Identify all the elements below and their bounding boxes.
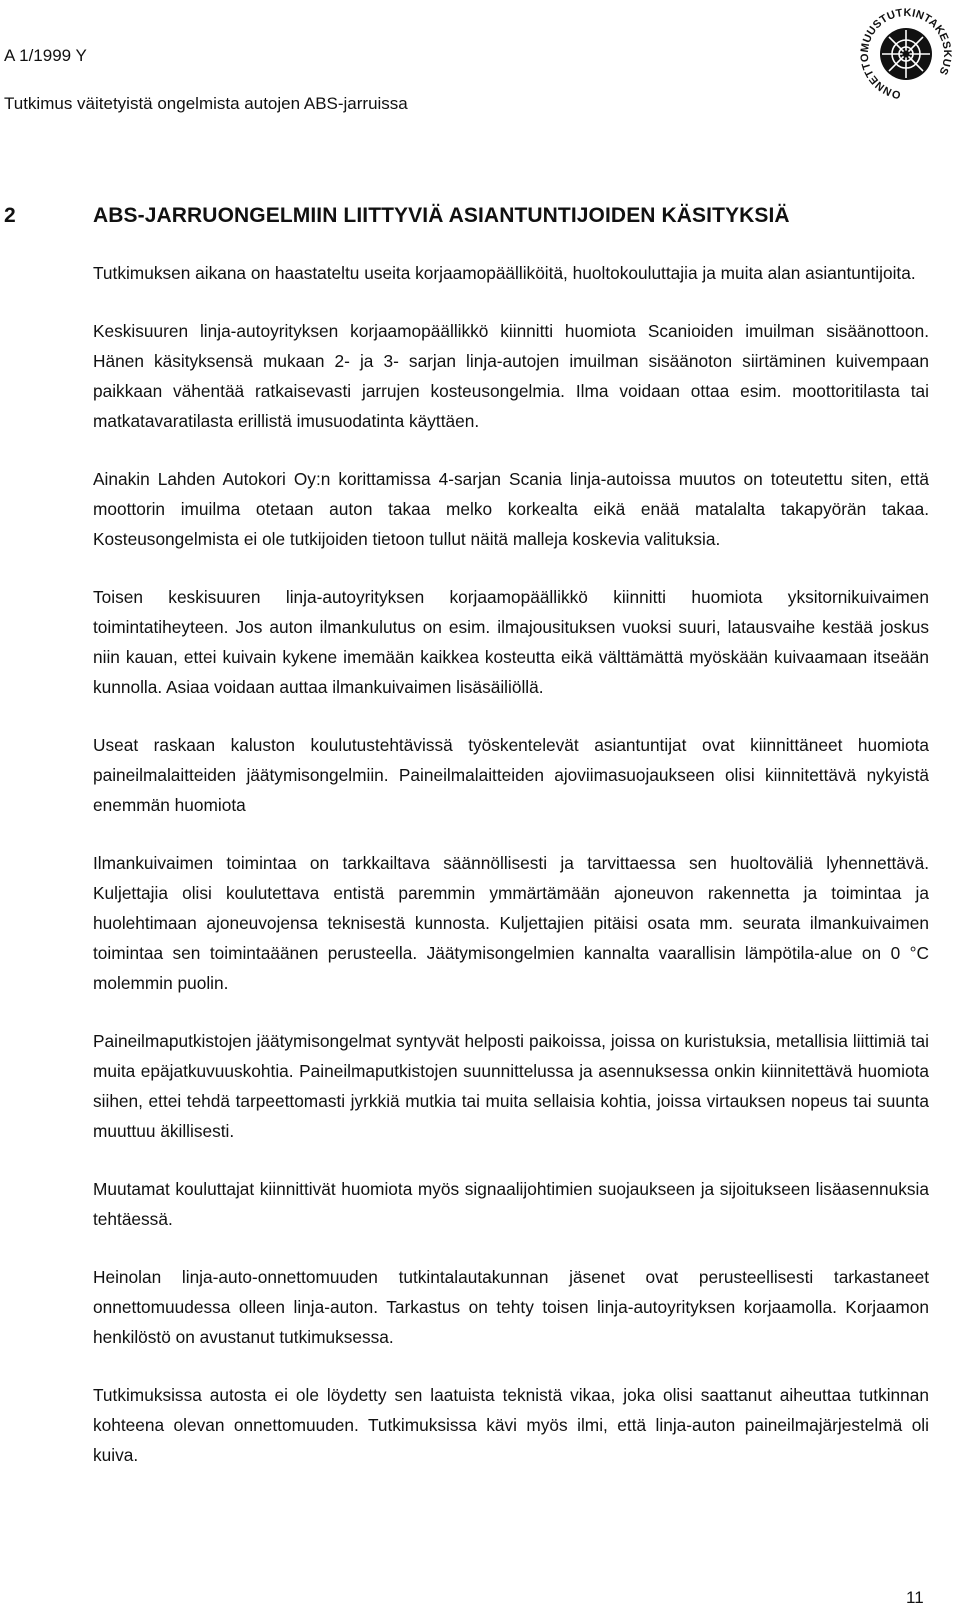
paragraph: Heinolan linja-auto-onnettomuuden tutkintalautakunnan jäsenet ovat perusteellisesti tarkastaneet onnettomuudessa olleen linja-auton. Tarkastus on tehty toisen linja-autoyrityksen korjaamolla. Korjaamon henkilöstö on avustanut tutkimuksessa. <box>93 1267 929 1347</box>
paragraph: Useat raskaan kaluston koulutustehtävissä työskentelevät asiantuntijat ovat kiinnittäneet huomiota paineilmalaitteiden jäätymisongelmiin. Paineilmalaitteiden ajoviimasuojaukseen olisi kiinnitettävä nykyistä enemmän huomiota <box>93 735 929 815</box>
document-subtitle: Tutkimus väitetyistä ongelmista autojen ABS-jarruissa <box>4 94 408 113</box>
accident-investigation-board-logo <box>852 0 960 104</box>
paragraph: Toisen keskisuuren linja-autoyrityksen korjaamopäällikkö kiinnitti huomiota yksitornikuivaimen toimintatiheyteen. Jos auton ilmankulutus on esim. ilmajousituksen vuoksi suuri, latausvaihe kestää joskus niin kauan, ettei kuivain kykene imemään kaikkea kosteutta eikä välttämättä myöskään kuivaamaan itseään kunnolla. Asiaa voidaan auttaa ilmankuivaimen lisäsäiliöllä. <box>93 587 929 697</box>
paragraph: Tutkimuksen aikana on haastateltu useita korjaamopäälliköitä, huoltokouluttajia ja muita alan asiantuntijoita. <box>93 263 916 283</box>
paragraph: Paineilmaputkistojen jäätymisongelmat syntyvät helposti paikoissa, joissa on kuristuksia, metallisia liittimiä tai muita epäjatkuvuuskohtia. Paineilmaputkistojen suunnittelussa ja asennuksessa onkin kiinnitettävä huomiota siihen, ettei tehdä tarpeettomasti jyrkkiä mutkia tai muita sellaisia kohtia, joissa virtauksen nopeus tai suunta muuttuu äkillisesti. <box>93 1031 929 1141</box>
section-title: ABS-JARRUONGELMIIN LIITTYVIÄ ASIANTUNTIJOIDEN KÄSITYKSIÄ <box>93 204 790 227</box>
paragraph: Muutamat kouluttajat kiinnittivät huomiota myös signaalijohtimien suojaukseen ja sijoitukseen lisäasennuksia tehtäessä. <box>93 1179 929 1229</box>
paragraph: Keskisuuren linja-autoyrityksen korjaamopäällikkö kiinnitti huomiota Scanioiden imuilman sisäänottoon. Hänen käsityksensä mukaan 2- ja 3- sarjan linja-autojen imuilman sisäänoton siirtäminen kuivempaan paikkaan vähentää ratkaisevasti jarrujen kosteusongelmia. Ilma voidaan ottaa esim. moottoritilasta tai matkatavaratilasta erillistä imusuodatinta käyttäen. <box>93 321 929 431</box>
page-number: 11 <box>906 1588 924 1607</box>
paragraph: Ainakin Lahden Autokori Oy:n korittamissa 4-sarjan Scania linja-autoissa muutos on toteutettu siten, että moottorin imuilma otetaan auton takaa melko korkealta eikä enää matalalta takapyörän takaa. Kosteusongelmista ei ole tutkijoiden tietoon tullut näitä malleja koskevia valituksia. <box>93 469 929 549</box>
section-number: 2 <box>4 204 16 227</box>
paragraph: Tutkimuksissa autosta ei ole löydetty sen laatuista teknistä vikaa, joka olisi saattanut aiheuttaa tutkinnan kohteena olevan onnettomuuden. Tutkimuksissa kävi myös ilmi, että linja-auton paineilmajärjestelmä oli kuiva. <box>93 1385 929 1465</box>
paragraph: Ilmankuivaimen toimintaa on tarkkailtava säännöllisesti ja tarvittaessa sen huoltoväliä lyhennettävä. Kuljettajia olisi koulutettava entistä paremmin ymmärtämään ajoneuvon rakennetta ja toimintaa ja huolehtimaan ajoneuvojensa teknisestä kunnosta. Kuljettajien pitäisi osata mm. seurata ilmankuivaimen toimintaa sen toimintaäänen perusteella. Jäätymisongelmien kannalta vaarallisin lämpötila-alue on 0 °C molemmin puolin. <box>93 853 929 993</box>
body-text <box>93 258 929 1498</box>
logo-seal-text: ONNETTOMUUSTUTKINTAKESKUS <box>858 6 954 101</box>
document-id: A 1/1999 Y <box>4 46 87 65</box>
